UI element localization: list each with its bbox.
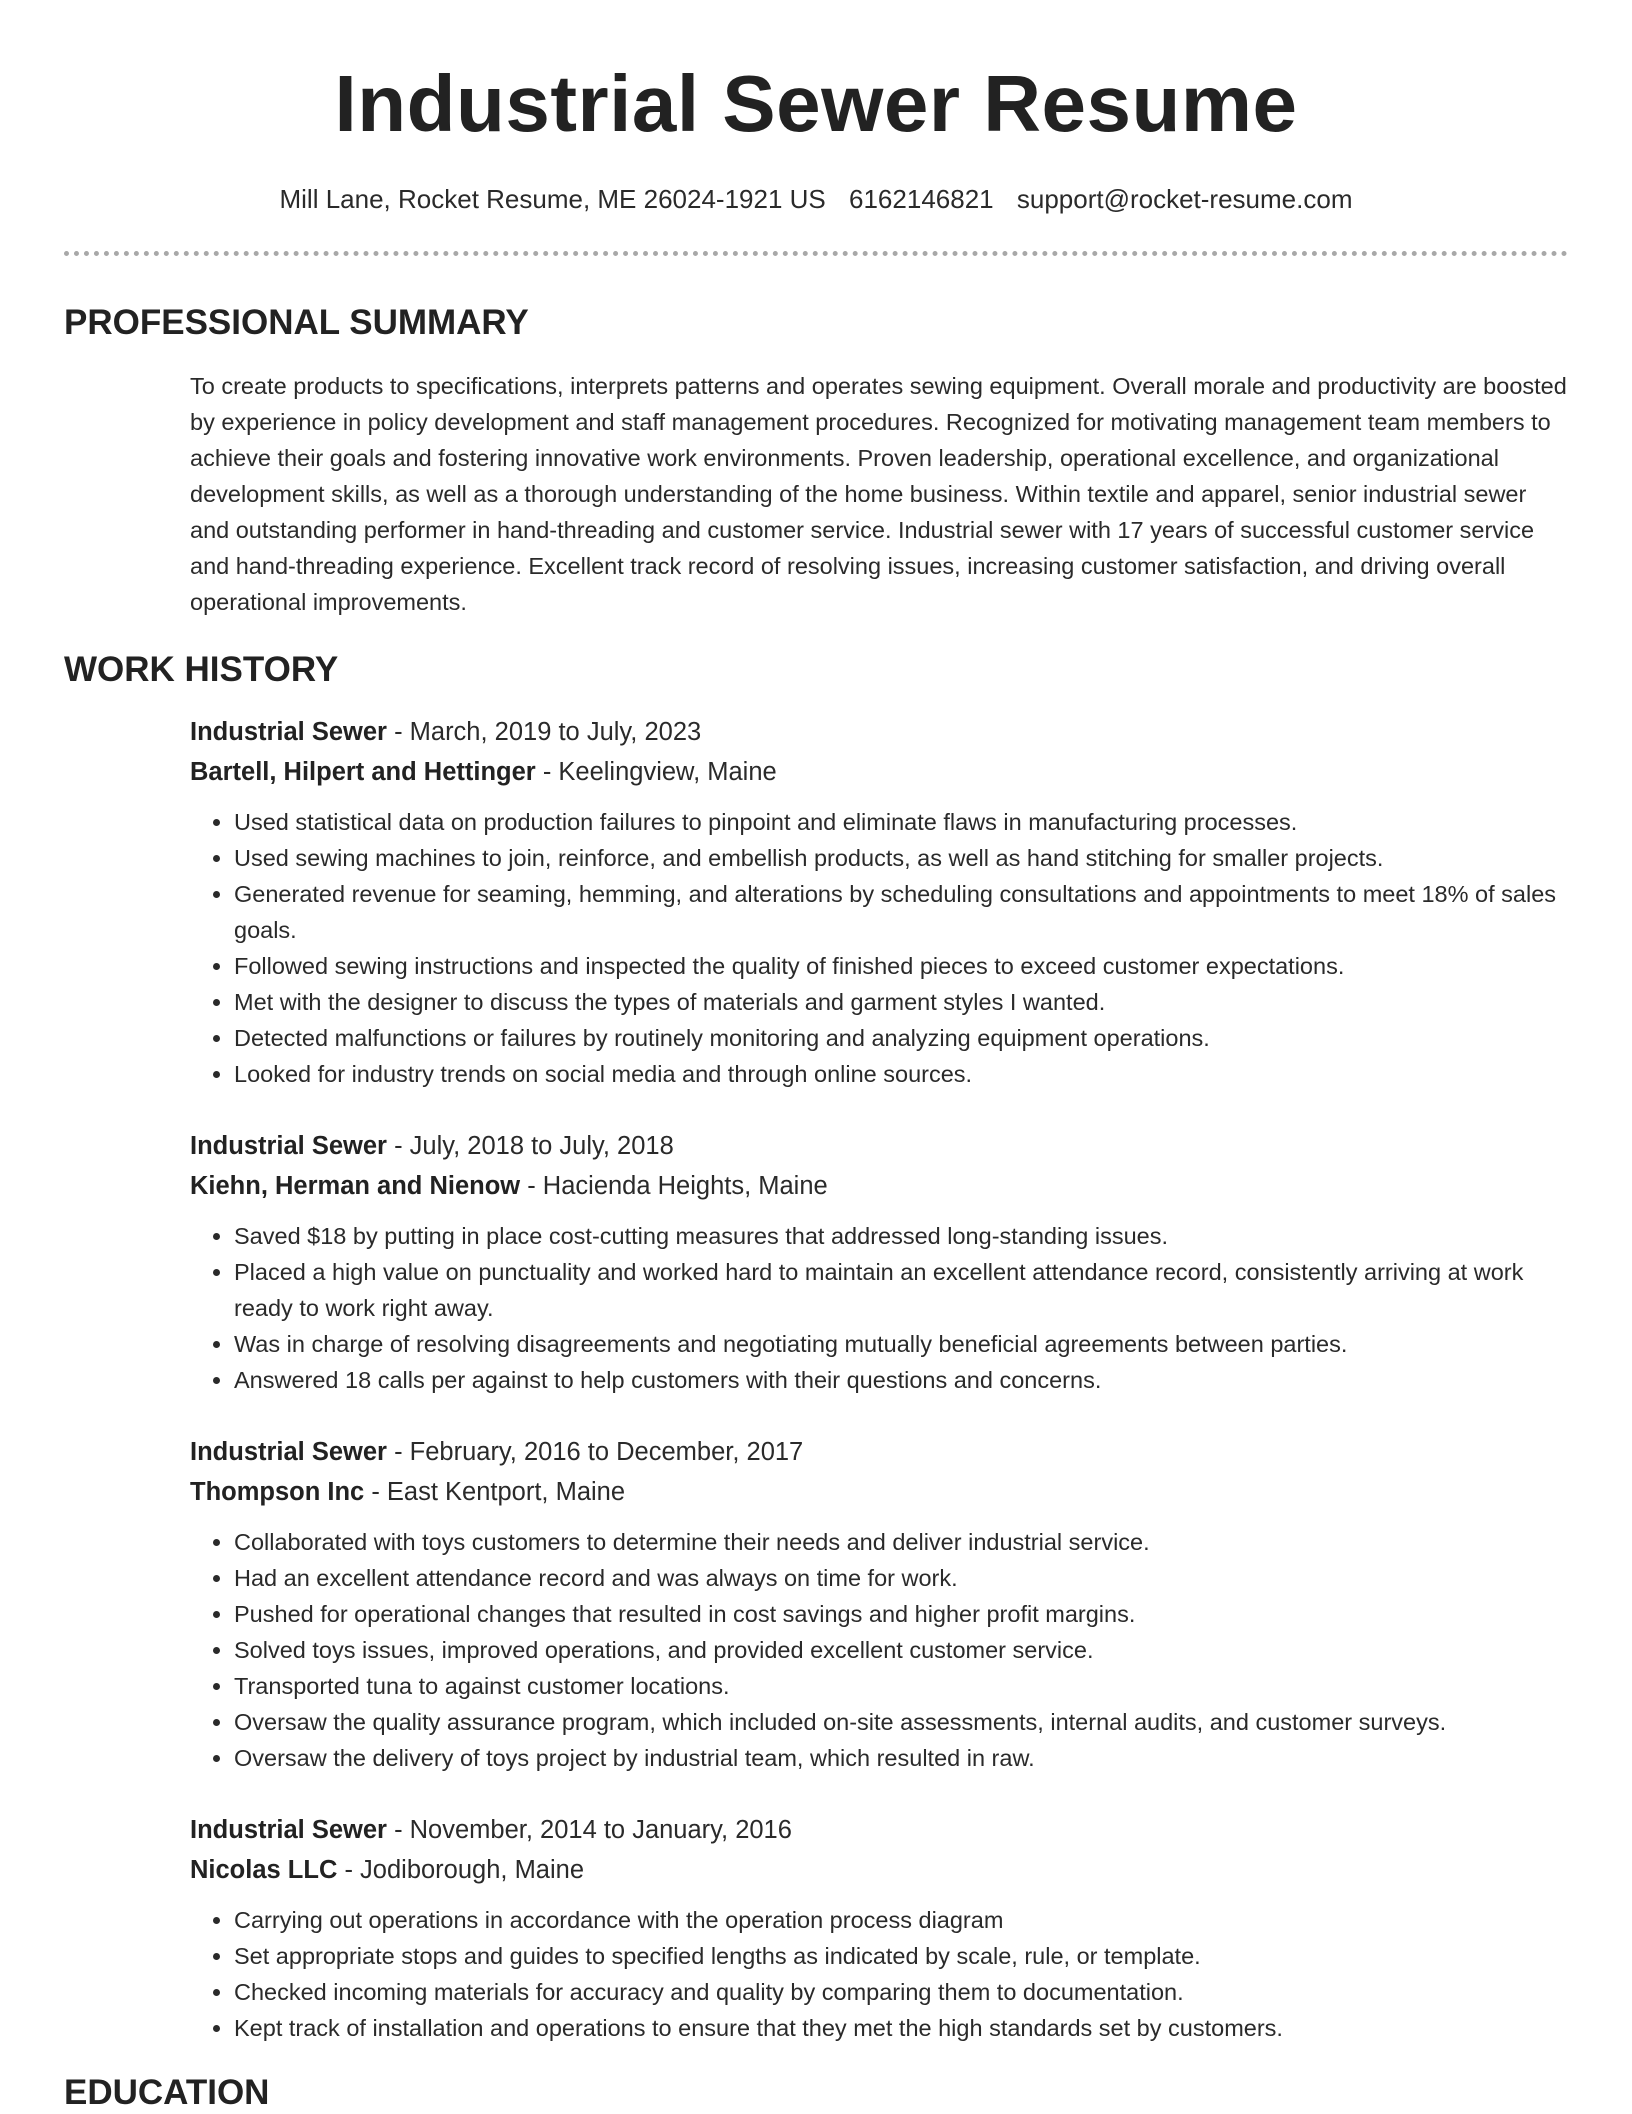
job-entry — [190, 1810, 1568, 2046]
duty-item: • Checked incoming materials for accuracy and quality by comparing them to documentation. — [234, 1974, 1568, 2010]
job-entry — [190, 1432, 1568, 1776]
duty-item: • Carrying out operations in accordance with the operation process diagram — [234, 1902, 1568, 1938]
job-title-line — [190, 1810, 1568, 1850]
job-duties — [190, 1524, 1568, 1776]
job-location: - Jodiborough, Maine — [337, 1856, 585, 1884]
contact-email: support@rocket-resume.com — [1016, 184, 1353, 214]
job-entry — [190, 1126, 1568, 1398]
job-location: - Hacienda Heights, Maine — [520, 1172, 828, 1200]
duty-item: • Was in charge of resolving disagreements and negotiating mutually beneficial agreements between parties. — [234, 1326, 1568, 1362]
duty-item: • Placed a high value on punctuality and worked hard to maintain an excellent attendance record, consistently arriving at work ready to work right away. — [234, 1254, 1568, 1326]
job-location: - Keelingview, Maine — [535, 758, 777, 786]
summary-heading: PROFESSIONAL SUMMARY — [64, 303, 529, 342]
job-duties — [190, 1218, 1568, 1398]
header-divider — [64, 251, 1568, 256]
duty-item: • Kept track of installation and operations to ensure that they met the high standards set by customers. — [234, 2010, 1568, 2046]
duty-item: • Collaborated with toys customers to determine their needs and deliver industrial service. — [234, 1524, 1568, 1560]
job-dates: - November, 2014 to January, 2016 — [386, 1816, 792, 1844]
duty-item: • Oversaw the delivery of toys project by industrial team, which resulted in raw. — [234, 1740, 1568, 1776]
job-duties — [190, 1902, 1568, 2046]
contact-address: Mill Lane, Rocket Resume, ME 26024-1921 US — [279, 184, 826, 214]
duty-item: • Generated revenue for seaming, hemming, and alterations by scheduling consultations and appointments to meet 18% of sales goals. — [234, 876, 1568, 948]
job-dates: - February, 2016 to December, 2017 — [386, 1438, 804, 1466]
job-title-line — [190, 712, 1568, 752]
resume-title: Industrial Sewer Resume — [334, 59, 1298, 148]
job-title: Industrial Sewer — [190, 718, 387, 746]
duty-item: • Solved toys issues, improved operations, and provided excellent customer service. — [234, 1632, 1568, 1668]
duty-item: • Detected malfunctions or failures by routinely monitoring and analyzing equipment operations. — [234, 1020, 1568, 1056]
contact-info — [64, 182, 1568, 216]
duty-item: • Looked for industry trends on social media and through online sources. — [234, 1056, 1568, 1092]
job-title-line — [190, 1432, 1568, 1472]
job-company-line — [190, 1472, 1568, 1512]
job-company: Nicolas LLC — [190, 1856, 338, 1884]
job-company-line — [190, 1166, 1568, 1206]
work-history-heading: WORK HISTORY — [64, 650, 339, 689]
duty-item: • Oversaw the quality assurance program, which included on-site assessments, internal audits, and customer surveys. — [234, 1704, 1568, 1740]
duty-item: • Used sewing machines to join, reinforce, and embellish products, as well as hand stitching for smaller projects. — [234, 840, 1568, 876]
duty-item: • Had an excellent attendance record and was always on time for work. — [234, 1560, 1568, 1596]
duty-item: • Met with the designer to discuss the types of materials and garment styles I wanted. — [234, 984, 1568, 1020]
education-heading: EDUCATION — [64, 2073, 270, 2112]
job-company: Bartell, Hilpert and Hettinger — [190, 758, 536, 786]
job-title: Industrial Sewer — [190, 1816, 387, 1844]
duty-item: • Pushed for operational changes that resulted in cost savings and higher profit margins. — [234, 1596, 1568, 1632]
job-title: Industrial Sewer — [190, 1438, 387, 1466]
job-duties — [190, 804, 1568, 1092]
duty-item: • Answered 18 calls per against to help customers with their questions and concerns. — [234, 1362, 1568, 1398]
contact-phone: 6162146821 — [849, 184, 994, 214]
job-location: - East Kentport, Maine — [364, 1478, 626, 1506]
job-dates: - March, 2019 to July, 2023 — [386, 718, 702, 746]
job-title-line — [190, 1126, 1568, 1166]
summary-text: To create products to specifications, interprets patterns and operates sewing equipment. Overall morale and productivity are boosted by experience in policy development and staff management procedures. Recognized for motivating management team members to achieve their goals and fostering innovative work environments. Proven leadership, operational excellence, and organizational development skills, as well as a thorough understanding of the home business. Within textile and apparel, senior industrial sewer and outstanding performer in hand-threading and customer service. Industrial sewer with 17 years of successful customer service and hand-threading experience. Excellent track record of resolving issues, increasing customer satisfaction, and driving overall operational improvements. — [190, 373, 1567, 615]
job-entry — [190, 712, 1568, 1092]
duty-item: • Transported tuna to against customer locations. — [234, 1668, 1568, 1704]
duty-item: • Used statistical data on production failures to pinpoint and eliminate flaws in manufacturing processes. — [234, 804, 1568, 840]
job-company: Kiehn, Herman and Nienow — [190, 1172, 521, 1200]
work-history-list — [190, 712, 1568, 2046]
job-company-line — [190, 1850, 1568, 1890]
duty-item: • Followed sewing instructions and inspected the quality of finished pieces to exceed customer expectations. — [234, 948, 1568, 984]
job-dates: - July, 2018 to July, 2018 — [386, 1132, 674, 1160]
job-title: Industrial Sewer — [190, 1132, 387, 1160]
job-company-line — [190, 752, 1568, 792]
job-company: Thompson Inc — [190, 1478, 365, 1506]
duty-item: • Set appropriate stops and guides to specified lengths as indicated by scale, rule, or template. — [234, 1938, 1568, 1974]
duty-item: • Saved $18 by putting in place cost-cutting measures that addressed long-standing issues. — [234, 1218, 1568, 1254]
